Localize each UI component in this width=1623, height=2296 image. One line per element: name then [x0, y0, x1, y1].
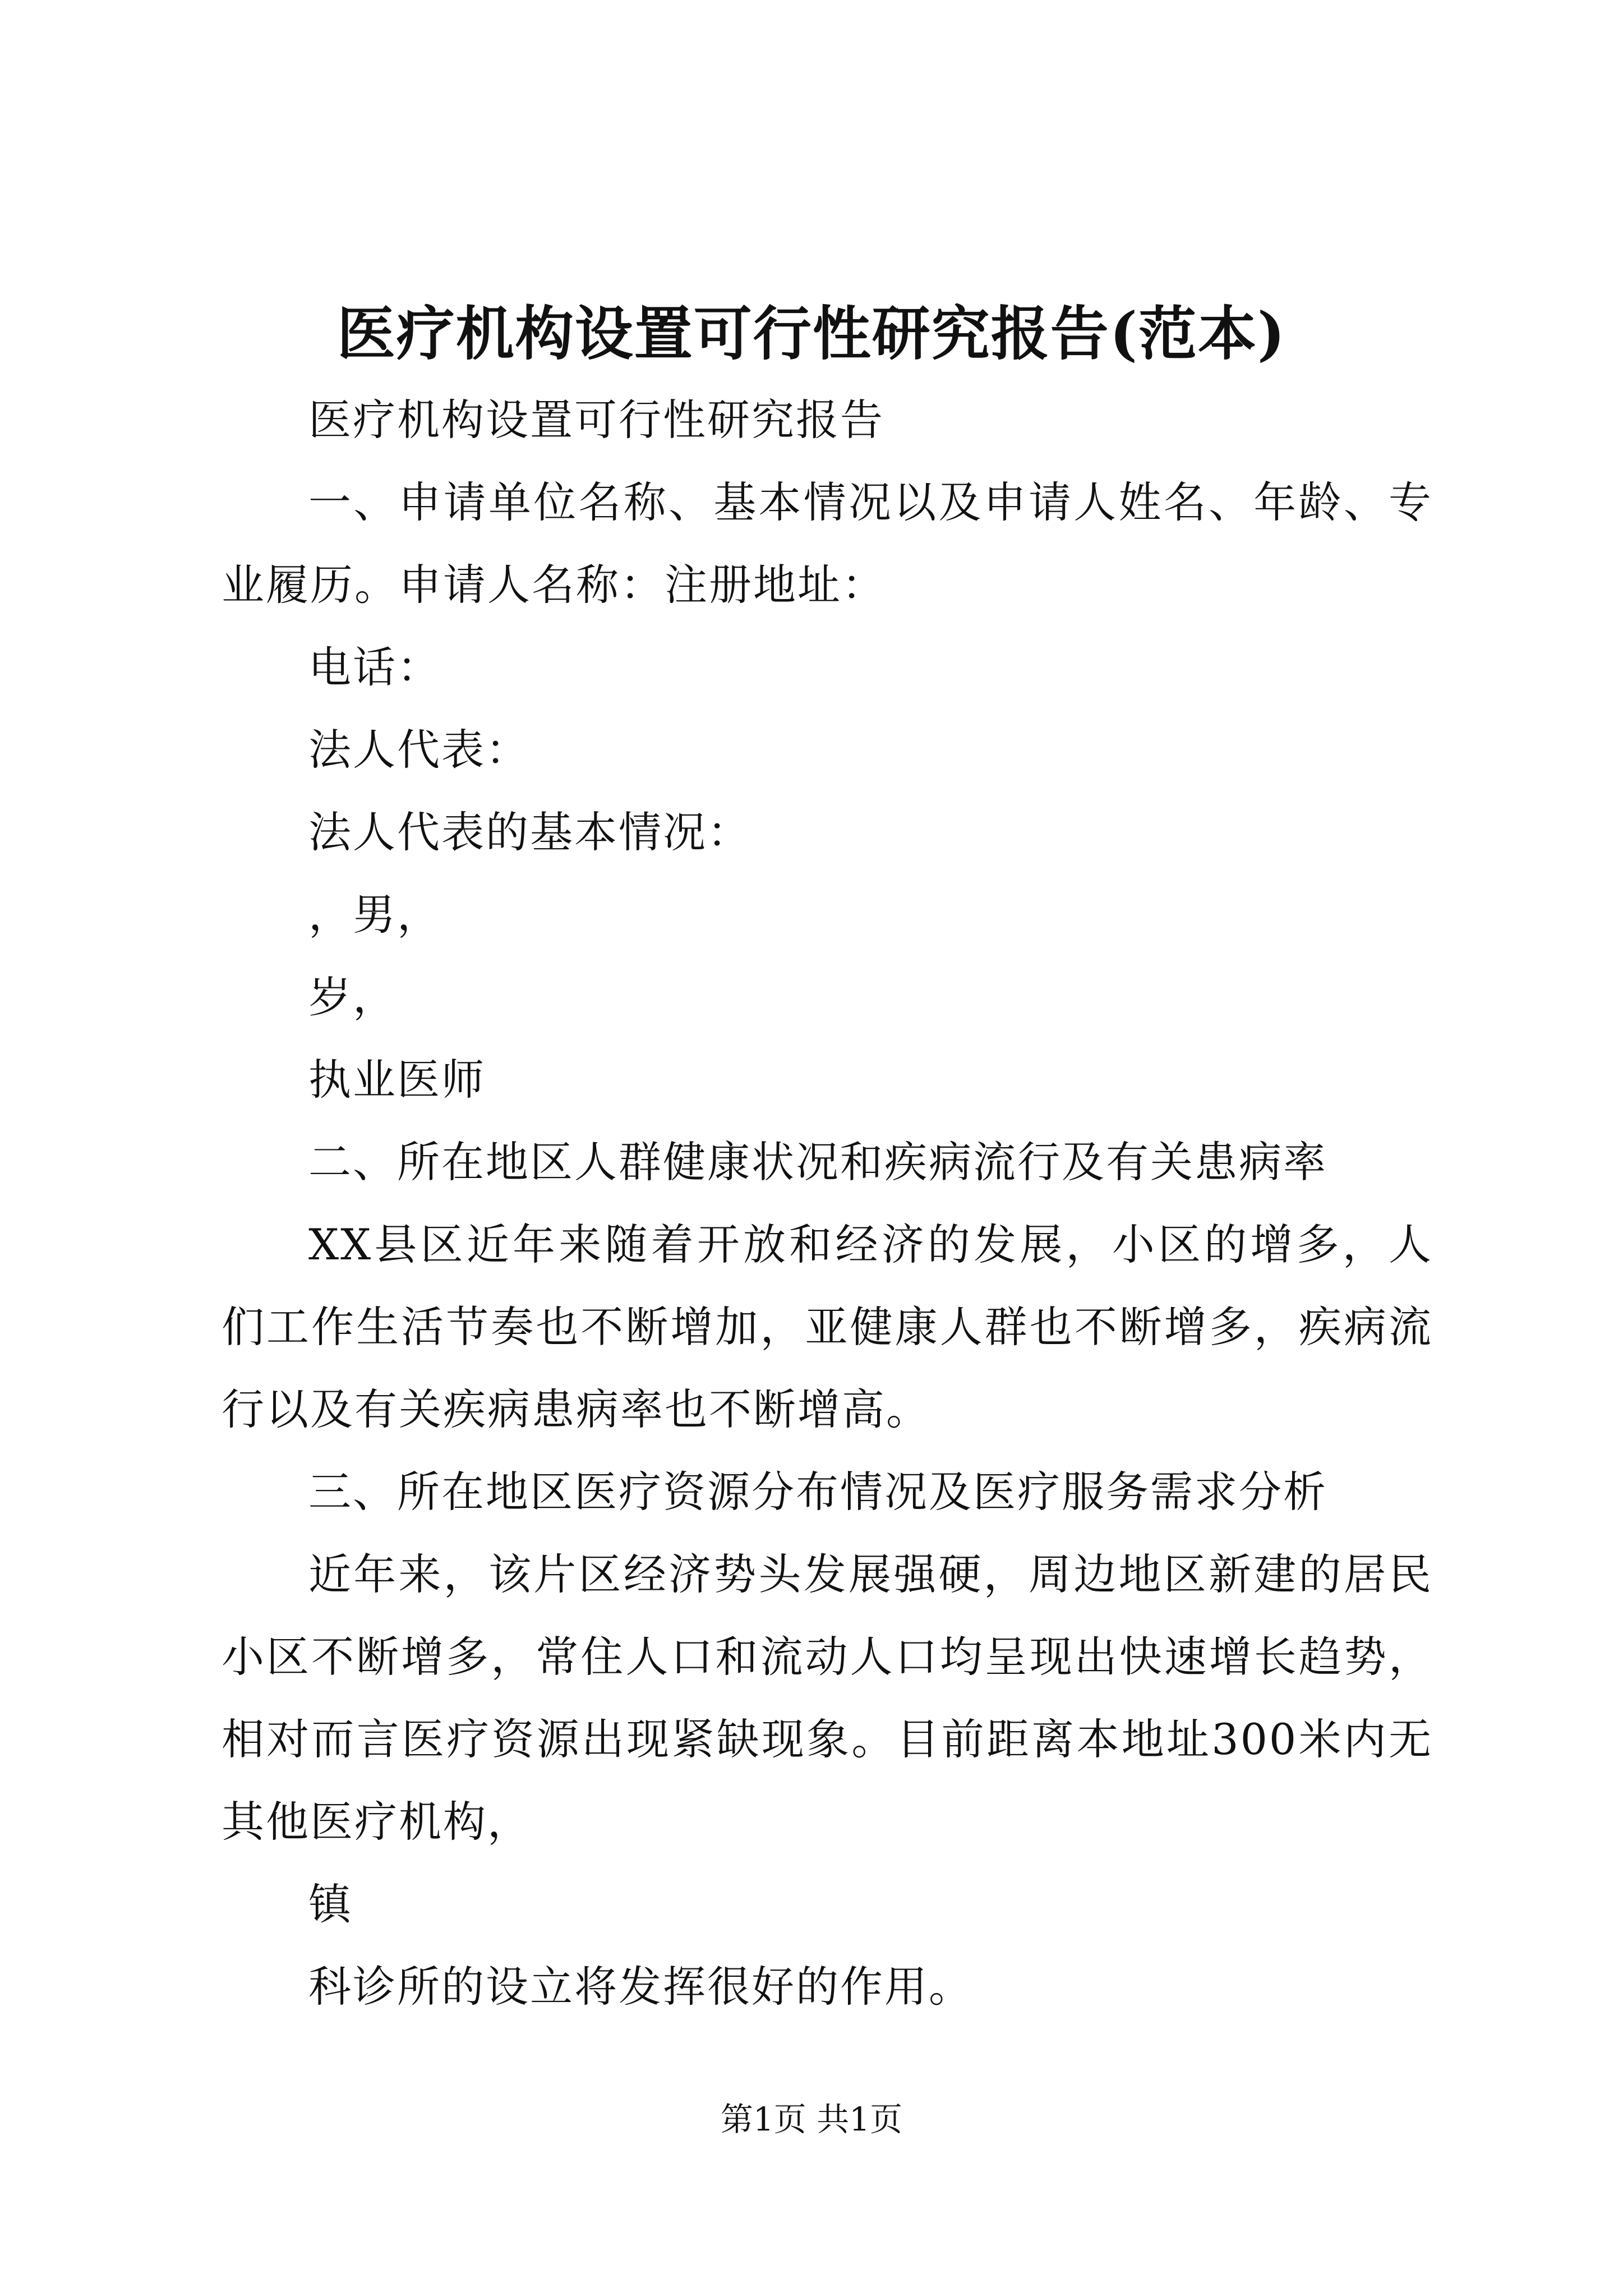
paragraph-section-2: 二、所在地区人群健康状况和疾病流行及有关患病率	[308, 1137, 1327, 1187]
paragraph-legal-rep: 法人代表：	[308, 725, 530, 775]
paragraph-section-1: 一、申请单位名称、基本情况以及申请人姓名、年龄、专业履历。申请人名称：注册地址：	[222, 477, 1433, 610]
paragraph-section-3-body: 近年来，该片区经济势头发展强硬，周边地区新建的居民小区不断增多，常住人口和流动人口均呈现出快速增长趋势，相对而言医疗资源出现紧缺现象。目前距离本地址300米内无其他医疗机构，	[222, 1549, 1433, 1847]
paragraph-clinic: 科诊所的设立将发挥很好的作用。	[308, 1962, 973, 2012]
paragraph-age: 岁，	[308, 972, 397, 1022]
paragraph-physician: 执业医师	[308, 1055, 486, 1105]
paragraph-gender: ，男，	[308, 890, 441, 940]
document-body	[222, 379, 1433, 2028]
paragraph-legal-rep-info: 法人代表的基本情况：	[308, 807, 751, 857]
paragraph-section-3: 三、所在地区医疗资源分布情况及医疗服务需求分析	[308, 1467, 1327, 1517]
paragraph-subtitle: 医疗机构设置可行性研究报告	[308, 395, 884, 445]
paragraph-phone: 电话：	[308, 642, 441, 692]
paragraph-town: 镇	[308, 1879, 353, 1929]
page-footer: 第1页 共1页	[720, 2100, 903, 2138]
paragraph-section-2-body: XX县区近年来随着开放和经济的发展，小区的增多，人们工作生活节奏也不断增加，亚健康人群也不断增多，疾病流行以及有关疾病患病率也不断增高。	[222, 1220, 1433, 1434]
document-title: 医疗机构设置可行性研究报告(范本)	[336, 299, 1287, 368]
